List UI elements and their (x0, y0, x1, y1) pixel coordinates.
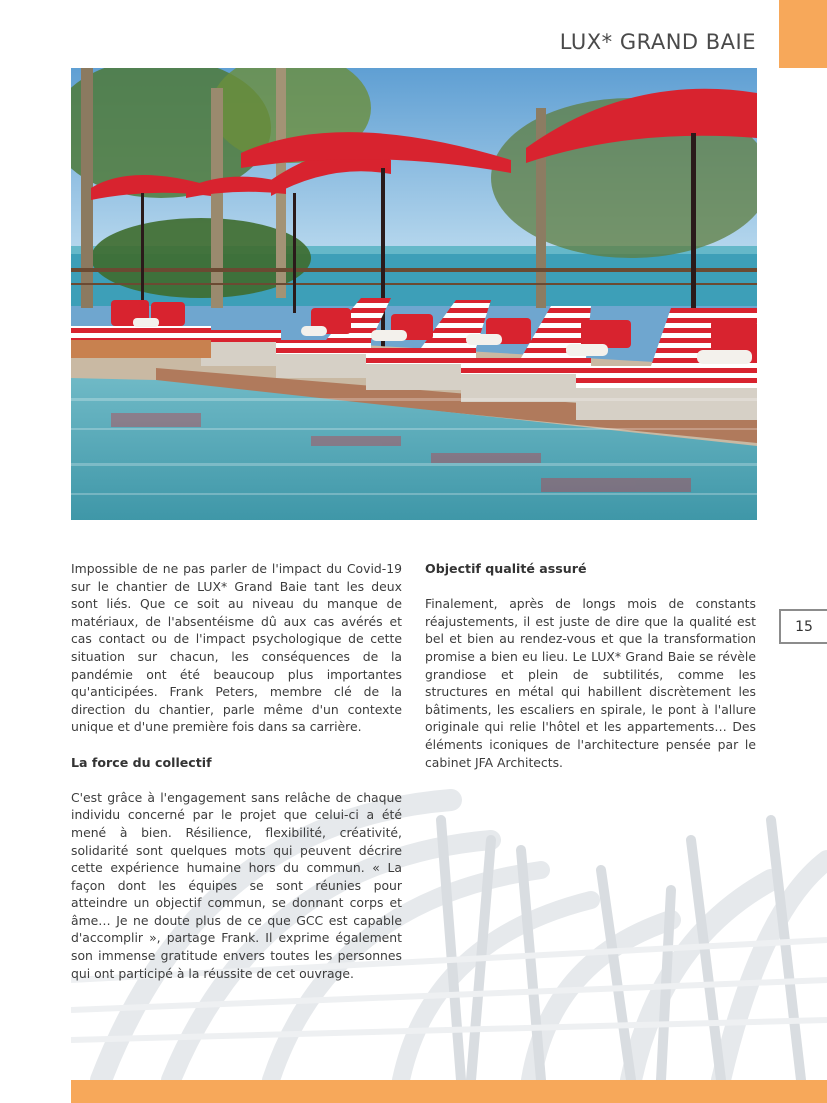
right-text-column (425, 560, 756, 771)
section-heading-collectif: La force du collectif (71, 754, 212, 770)
page-number-box (779, 609, 827, 644)
qualite-paragraph: Finalement, après de longs mois de constants réajustements, il est juste de dire que la qualité est bel et bien au rendez-vous et que la transformation promise a bien eu lieu. Le LUX* Grand Baie se révèle grandiose et plein de subtilités, comme les structures en métal qui habillent discrètement les bâtiments, les escaliers en spirale, le pont à l'allure originale qui relie l'hôtel et les appartements… Des éléments iconiques de l'architecture pensée par le cabinet JFA Architects. (425, 596, 756, 770)
footer-orange-bar (71, 1080, 827, 1103)
intro-paragraph: Impossible de ne pas parler de l'impact du Covid-19 sur le chantier de LUX* Grand Baie tant les deux sont liés. Que ce soit au niveau du manque de matériaux, de l'absentéisme dû aux cas avérés et cas contact ou de l'impact psychologique de cette situation sur chacun, les conséquences de la pandémie ont été beaucoup plus importantes qu'anticipées. Frank Peters, membre clé de la direction du chantier, parle même d'un contexte unique et d'une première fois dans sa carrière. (71, 561, 402, 735)
left-text-column (71, 560, 402, 982)
section-heading-qualite: Objectif qualité assuré (425, 561, 587, 576)
resort-pool-illustration (71, 68, 757, 520)
page-number: 15 (795, 618, 813, 635)
page-header-title: LUX* GRAND BAIE (559, 30, 756, 54)
orange-corner-tab (779, 0, 827, 68)
resort-pool-photo (71, 68, 757, 520)
collectif-paragraph: C'est grâce à l'engagement sans relâche de chaque individu concerné par le projet que celui-ci a été mené à bien. Résilience, flexibilité, créativité, solidarité sont quelques mots qui peuvent décrire cette expérience humaine hors du commun. « La façon dont les équipes se sont réunies pour atteindre un objectif commun, se donnant corps et âme… Je ne doute plus de ce que GCC est capable d'accomplir », partage Frank. Il exprime également son immense gratitude envers toutes les personnes qui ont participé à la réussite de cet ouvrage. (71, 789, 402, 981)
